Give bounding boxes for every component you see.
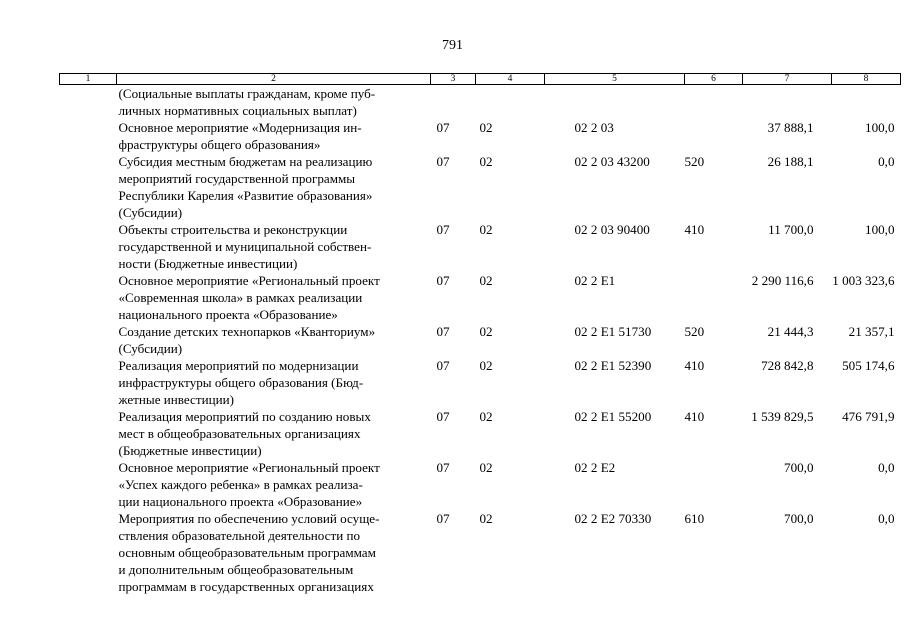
subsection-code: 02 [479,154,493,169]
item-name-line: и дополнительным общеобразовательным [118,562,354,577]
expense-type-code: 520 [684,154,705,169]
item-name-line: мероприятий государственной программы [118,171,356,186]
amount-plan-2: 100,0 [865,120,895,135]
amount-plan: 1 539 829,5 [751,409,814,424]
table-row [60,510,901,595]
expense-type-code: 410 [684,222,705,237]
item-name-line: Реализация мероприятий по созданию новых [118,409,371,424]
subsection-code: 02 [479,222,493,237]
amount-plan-2: 21 357,1 [848,324,895,339]
expense-type-code [685,119,743,153]
target-article-code: 02 2 03 [574,120,614,135]
amount-plan-2 [832,85,901,120]
subsection-code [476,85,545,120]
section-code: 07 [436,273,450,288]
item-name [117,357,431,408]
target-article-code [545,85,685,120]
section-code: 07 [436,324,450,339]
section-code: 07 [436,409,450,424]
item-name-line: (Субсидии) [118,205,183,220]
section-code [431,85,476,120]
amount-plan: 37 888,1 [767,120,814,135]
item-name-line: основным общеобразовательным программам [118,545,376,560]
item-name-line: ности (Бюджетные инвестиции) [118,256,298,271]
item-name-line: (Социальные выплаты гражданам, кроме пуб- [118,86,376,101]
page-number: 791 [442,38,463,53]
target-article-code: 02 2 03 43200 [574,154,650,169]
item-name [117,323,431,357]
amount-plan: 11 700,0 [768,222,814,237]
row-number-cell [60,119,117,153]
row-number-cell [60,153,117,221]
table-row [60,272,901,323]
item-name [117,459,431,510]
amount-plan: 26 188,1 [767,154,814,169]
column-header: 4 [476,74,545,85]
row-number-cell [60,272,117,323]
target-article-code: 02 2 E1 [574,273,616,288]
item-name [117,221,431,272]
expense-type-code: 520 [684,324,705,339]
target-article-code: 02 2 E1 55200 [574,409,652,424]
item-name-line: национального проекта «Образование» [118,307,338,322]
budget-table [59,73,901,595]
subsection-code: 02 [479,358,493,373]
item-name-line: Создание детских технопарков «Кванториум» [118,324,376,339]
column-header: 1 [60,74,117,85]
amount-plan: 700,0 [784,511,814,526]
item-name [117,408,431,459]
item-name-line: программам в государственных организациях [118,579,374,594]
item-name-line: (Субсидии) [118,341,183,356]
amount-plan-2: 1 003 323,6 [832,273,895,288]
item-name-line: Объекты строительства и реконструкции [118,222,348,237]
expense-type-code [685,272,743,323]
item-name-line: инфраструктуры общего образования (Бюд- [118,375,364,390]
row-number-cell [60,323,117,357]
column-header: 6 [685,74,743,85]
table-row [60,85,901,120]
section-code: 07 [436,511,450,526]
table-row [60,153,901,221]
item-name-line: ствления образовательной деятельности по [118,528,361,543]
item-name-line: Реализация мероприятий по модернизации [118,358,359,373]
item-name [117,119,431,153]
expense-type-code [685,85,743,120]
row-number-cell [60,85,117,120]
target-article-code: 02 2 E2 [574,460,616,475]
item-name-line: Республики Карелия «Развитие образования» [118,188,373,203]
item-name-line: Мероприятия по обеспечению условий осуще- [118,511,380,526]
section-code: 07 [436,358,450,373]
amount-plan-2: 100,0 [865,222,895,237]
row-number-cell [60,357,117,408]
row-number-cell [60,459,117,510]
amount-plan: 2 290 116,6 [751,273,814,288]
column-header: 3 [431,74,476,85]
item-name-line: личных нормативных социальных выплат) [118,103,357,118]
table-row [60,357,901,408]
table-row [60,323,901,357]
section-code: 07 [436,120,450,135]
target-article-code: 02 2 E1 52390 [574,358,652,373]
expense-type-code: 410 [684,358,705,373]
subsection-code: 02 [479,324,493,339]
target-article-code: 02 2 E1 51730 [574,324,652,339]
expense-type-code: 610 [684,511,705,526]
amount-plan: 728 842,8 [761,358,814,373]
column-number-header-row [60,74,901,85]
item-name-line: жетные инвестиции) [118,392,234,407]
target-article-code: 02 2 E2 70330 [574,511,652,526]
table-row [60,459,901,510]
column-header: 2 [117,74,431,85]
row-number-cell [60,408,117,459]
amount-plan-2: 0,0 [878,154,895,169]
amount-plan: 700,0 [784,460,814,475]
section-code: 07 [436,154,450,169]
item-name-line: фраструктуры общего образования» [118,137,321,152]
column-header: 8 [832,74,901,85]
table-row [60,221,901,272]
amount-plan-2: 0,0 [878,460,895,475]
item-name-line: «Современная школа» в рамках реализации [118,290,363,305]
table-row [60,119,901,153]
row-number-cell [60,510,117,595]
column-header: 7 [743,74,832,85]
item-name [117,153,431,221]
amount-plan [743,85,832,120]
table-body [60,85,901,596]
section-code: 07 [436,222,450,237]
subsection-code: 02 [479,460,493,475]
amount-plan-2: 0,0 [878,511,895,526]
expense-type-code [685,459,743,510]
item-name-line: Субсидия местным бюджетам на реализацию [118,154,373,169]
target-article-code: 02 2 03 90400 [574,222,650,237]
item-name-line: мест в общеобразовательных организациях [118,426,361,441]
table-row [60,408,901,459]
item-name [117,272,431,323]
amount-plan-2: 476 791,9 [842,409,895,424]
column-header: 5 [545,74,685,85]
item-name-line: Основное мероприятие «Модернизация ин- [118,120,362,135]
subsection-code: 02 [479,409,493,424]
item-name-line: Основное мероприятие «Региональный проект [118,460,380,475]
subsection-code: 02 [479,273,493,288]
row-number-cell [60,221,117,272]
amount-plan-2: 505 174,6 [842,358,895,373]
item-name [117,510,431,595]
item-name-line: государственной и муниципальной собствен- [118,239,372,254]
amount-plan: 21 444,3 [767,324,814,339]
subsection-code: 02 [479,511,493,526]
item-name-line: «Успех каждого ребенка» в рамках реализа- [118,477,363,492]
expense-type-code: 410 [684,409,705,424]
item-name-line: ции национального проекта «Образование» [118,494,363,509]
section-code: 07 [436,460,450,475]
item-name-line: (Бюджетные инвестиции) [118,443,262,458]
subsection-code: 02 [479,120,493,135]
item-name [117,85,431,120]
item-name-line: Основное мероприятие «Региональный проект [118,273,380,288]
